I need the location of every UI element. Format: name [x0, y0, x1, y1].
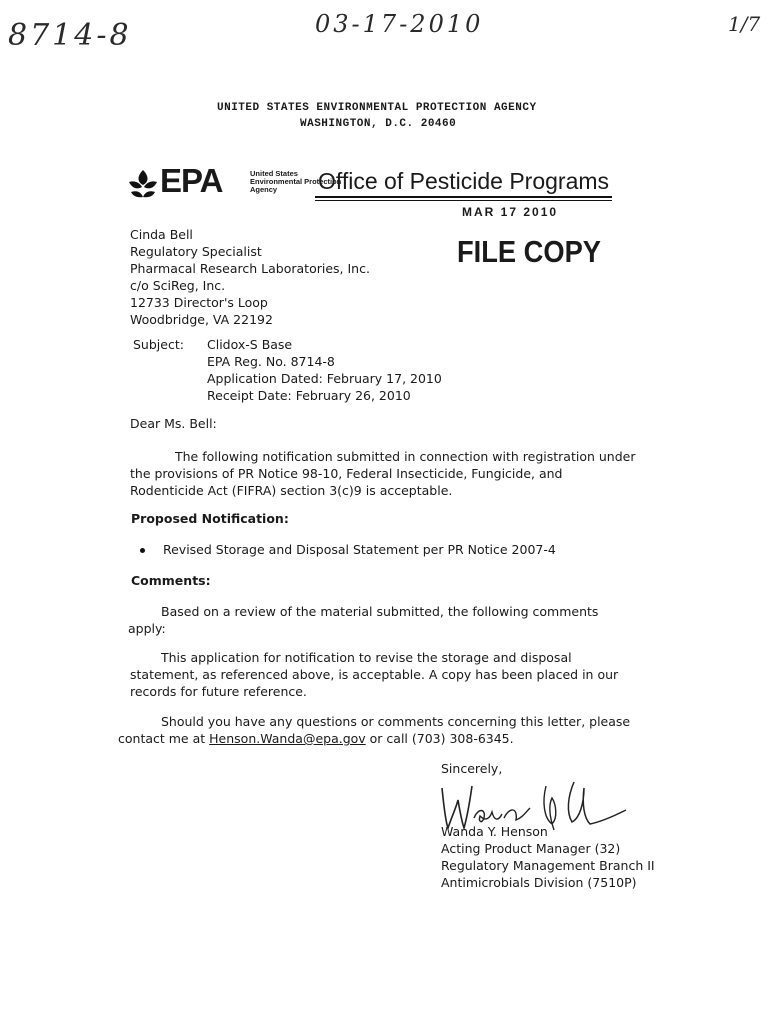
- received-date-stamp: MAR 17 2010: [462, 205, 559, 219]
- contact-paragraph: [118, 713, 630, 747]
- signer-branch: Regulatory Management Branch II: [441, 858, 655, 873]
- contact-line-2: [118, 730, 630, 747]
- signer-name: Wanda Y. Henson: [441, 824, 548, 839]
- comments-line: statement, as referenced above, is acceptable. A copy has been placed in our: [130, 667, 619, 682]
- salutation: Dear Ms. Bell:: [130, 416, 217, 431]
- signer-title: Acting Product Manager (32): [441, 841, 621, 856]
- subject-line: Clidox-S Base: [207, 337, 293, 352]
- subject-block: [207, 336, 442, 404]
- recipient-line: 12733 Director's Loop: [130, 295, 268, 310]
- recipient-line: c/o SciReg, Inc.: [130, 278, 226, 293]
- proposed-item-text: Revised Storage and Disposal Statement per PR Notice 2007-4: [162, 542, 556, 557]
- agency-line-2: Environmental Protection: [250, 177, 342, 186]
- proposed-notification-heading: Proposed Notification:: [131, 511, 289, 526]
- intro-line: The following notification submitted in connection with registration under: [175, 449, 636, 464]
- recipient-line: Cinda Bell: [130, 227, 193, 242]
- comments-line: This application for notification to revise the storage and disposal: [161, 650, 572, 665]
- comments-line: records for future reference.: [130, 684, 307, 699]
- proposed-list-item: [140, 542, 556, 557]
- comments-line: apply:: [128, 621, 166, 636]
- email-link[interactable]: Henson.Wanda@epa.gov: [209, 731, 366, 746]
- contact-suffix: or call (703) 308-6345.: [365, 731, 514, 746]
- agency-line-3: Agency: [250, 185, 278, 194]
- bullet-icon: [140, 548, 145, 553]
- intro-line: Rodenticide Act (FIFRA) section 3(c)9 is acceptable.: [130, 483, 453, 498]
- epa-flower-icon: [127, 168, 159, 200]
- agency-line-1: United States: [250, 169, 298, 178]
- signature-block: [441, 823, 655, 891]
- subject-line: EPA Reg. No. 8714-8: [207, 354, 335, 369]
- handwritten-date: 03-17-2010: [315, 10, 484, 38]
- subject-line: Receipt Date: February 26, 2010: [207, 388, 411, 403]
- agency-header-line: UNITED STATES ENVIRONMENTAL PROTECTION AGENCY: [217, 102, 537, 114]
- intro-paragraph: [130, 448, 636, 499]
- header-rule-bottom: [315, 200, 612, 201]
- agency-city-line: WASHINGTON, D.C. 20460: [300, 118, 457, 130]
- signer-division: Antimicrobials Division (7510P): [441, 875, 637, 890]
- recipient-line: Pharmacal Research Laboratories, Inc.: [130, 261, 370, 276]
- subject-line: Application Dated: February 17, 2010: [207, 371, 442, 386]
- subject-label: Subject:: [133, 337, 184, 352]
- header-rule-top: [315, 196, 612, 198]
- office-title: Office of Pesticide Programs: [318, 168, 610, 194]
- epa-wordmark: EPA: [160, 162, 223, 199]
- epa-logo: [127, 162, 247, 202]
- sincerely: Sincerely,: [441, 761, 503, 776]
- recipient-line: Woodbridge, VA 22192: [130, 312, 273, 327]
- comments-paragraph-1: [128, 603, 598, 637]
- contact-line-1: Should you have any questions or comments concerning this letter, please: [161, 714, 631, 729]
- handwritten-page-mark: 1/7: [728, 12, 761, 36]
- comments-paragraph-2: [130, 649, 618, 700]
- comments-heading: Comments:: [131, 573, 211, 588]
- contact-prefix: contact me at: [118, 731, 210, 746]
- recipient-address: [130, 226, 370, 328]
- handwritten-file-number: 8714-8: [8, 18, 132, 53]
- file-copy-stamp: FILE COPY: [457, 234, 602, 269]
- intro-line: the provisions of PR Notice 98-10, Federal Insecticide, Fungicide, and: [130, 466, 563, 481]
- recipient-line: Regulatory Specialist: [130, 244, 262, 259]
- comments-line: Based on a review of the material submitted, the following comments: [161, 604, 599, 619]
